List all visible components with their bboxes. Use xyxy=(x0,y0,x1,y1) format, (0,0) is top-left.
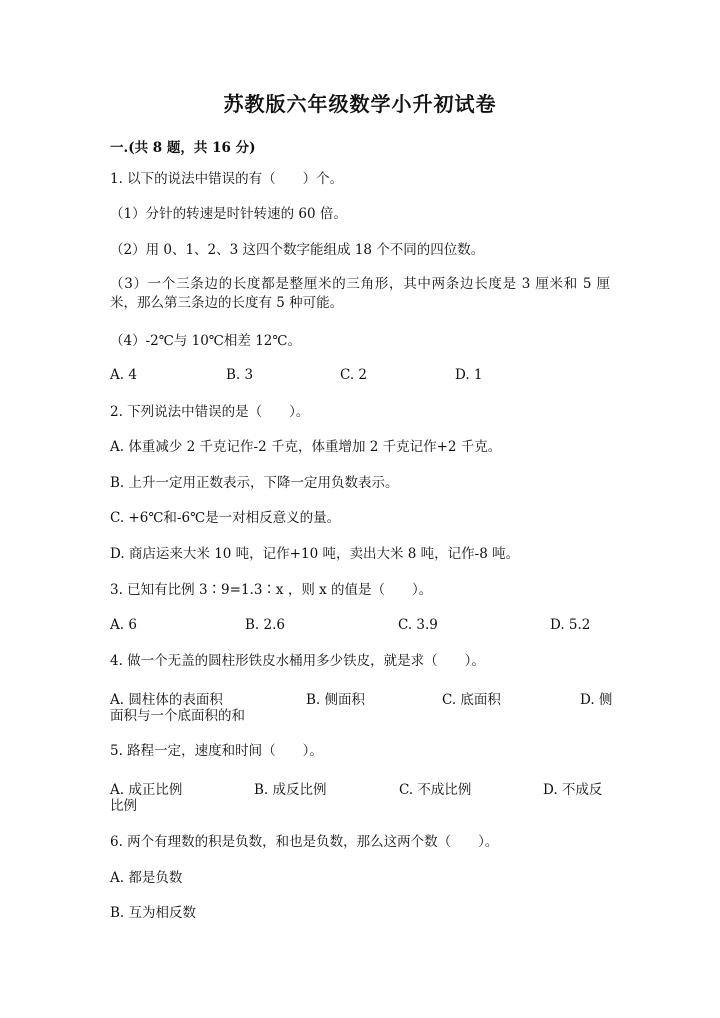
option-d[interactable]: D. 1 xyxy=(455,367,483,383)
option-b[interactable]: B. 互为相反数 xyxy=(110,905,197,921)
option-c[interactable]: C. 底面积 xyxy=(442,692,501,708)
question-1-item-1: （1）分针的转速是时针转速的 60 倍。 xyxy=(110,206,347,222)
option-a[interactable]: A. 体重减少 2 千克记作-2 千克，体重增加 2 千克记作+2 千克。 xyxy=(110,439,502,455)
option-b[interactable]: B. 侧面积 xyxy=(306,692,366,708)
question-5-options xyxy=(110,778,610,798)
question-1-stem: 1. 以下的说法中错误的有（ ）个。 xyxy=(110,171,344,187)
question-1-options xyxy=(110,367,610,387)
option-c[interactable]: C. 2 xyxy=(340,367,368,383)
question-1-item-2: （2）用 0、1、2、3 这四个数字能组成 18 个不同的四位数。 xyxy=(110,242,485,258)
option-a[interactable]: A. 都是负数 xyxy=(110,870,183,886)
question-4-stem: 4. 做一个无盖的圆柱形铁皮水桶用多少铁皮，就是求（ ）。 xyxy=(110,653,485,669)
option-a[interactable]: A. 4 xyxy=(110,367,137,383)
option-a[interactable]: A. 成正比例 xyxy=(110,782,183,798)
question-2-stem: 2. 下列说法中错误的是（ ）。 xyxy=(110,404,310,420)
option-d[interactable]: D. 不成反 xyxy=(543,782,603,798)
section-heading: 一.(共 8 题，共 16 分) xyxy=(110,140,256,156)
option-c[interactable]: C. 3.9 xyxy=(398,617,438,633)
option-d[interactable]: D. 5.2 xyxy=(550,617,591,633)
question-3-options xyxy=(110,617,610,637)
option-b[interactable]: B. 3 xyxy=(226,367,254,383)
option-a[interactable]: A. 圆柱体的表面积 xyxy=(110,692,223,708)
option-d[interactable]: D. 侧 xyxy=(580,692,613,708)
option-b[interactable]: B. 上升一定用正数表示，下降一定用负数表示。 xyxy=(110,475,399,491)
question-6-stem: 6. 两个有理数的积是负数，和也是负数，那么这两个数（ ）。 xyxy=(110,834,499,850)
option-b[interactable]: B. 2.6 xyxy=(245,617,285,633)
option-d-continuation: 面积与一个底面积的和 xyxy=(110,708,245,724)
option-a[interactable]: A. 6 xyxy=(110,617,137,633)
question-3-stem: 3. 已知有比例 3∶9=1.3∶x ，则 x 的值是（ ）。 xyxy=(110,582,433,598)
question-5-stem: 5. 路程一定，速度和时间（ ）。 xyxy=(110,743,323,759)
option-d[interactable]: D. 商店运来大米 10 吨，记作+10 吨，卖出大米 8 吨，记作-8 吨。 xyxy=(110,546,520,562)
page-title: 苏教版六年级数学小升初试卷 xyxy=(223,92,497,116)
question-1-item-3: （3）一个三条边的长度都是整厘米的三角形，其中两条边长度是 3 厘米和 5 厘米，那么第三条边的长度有 5 种可能。 xyxy=(110,276,610,311)
question-4-options xyxy=(110,688,613,708)
option-c[interactable]: C. 不成比例 xyxy=(399,782,472,798)
question-1-item-4: （4）-2℃与 10℃相差 12℃。 xyxy=(110,333,301,349)
option-d-continuation: 比例 xyxy=(110,798,137,814)
option-b[interactable]: B. 成反比例 xyxy=(254,782,327,798)
option-c[interactable]: C. +6℃和-6℃是一对相反意义的量。 xyxy=(110,510,341,526)
